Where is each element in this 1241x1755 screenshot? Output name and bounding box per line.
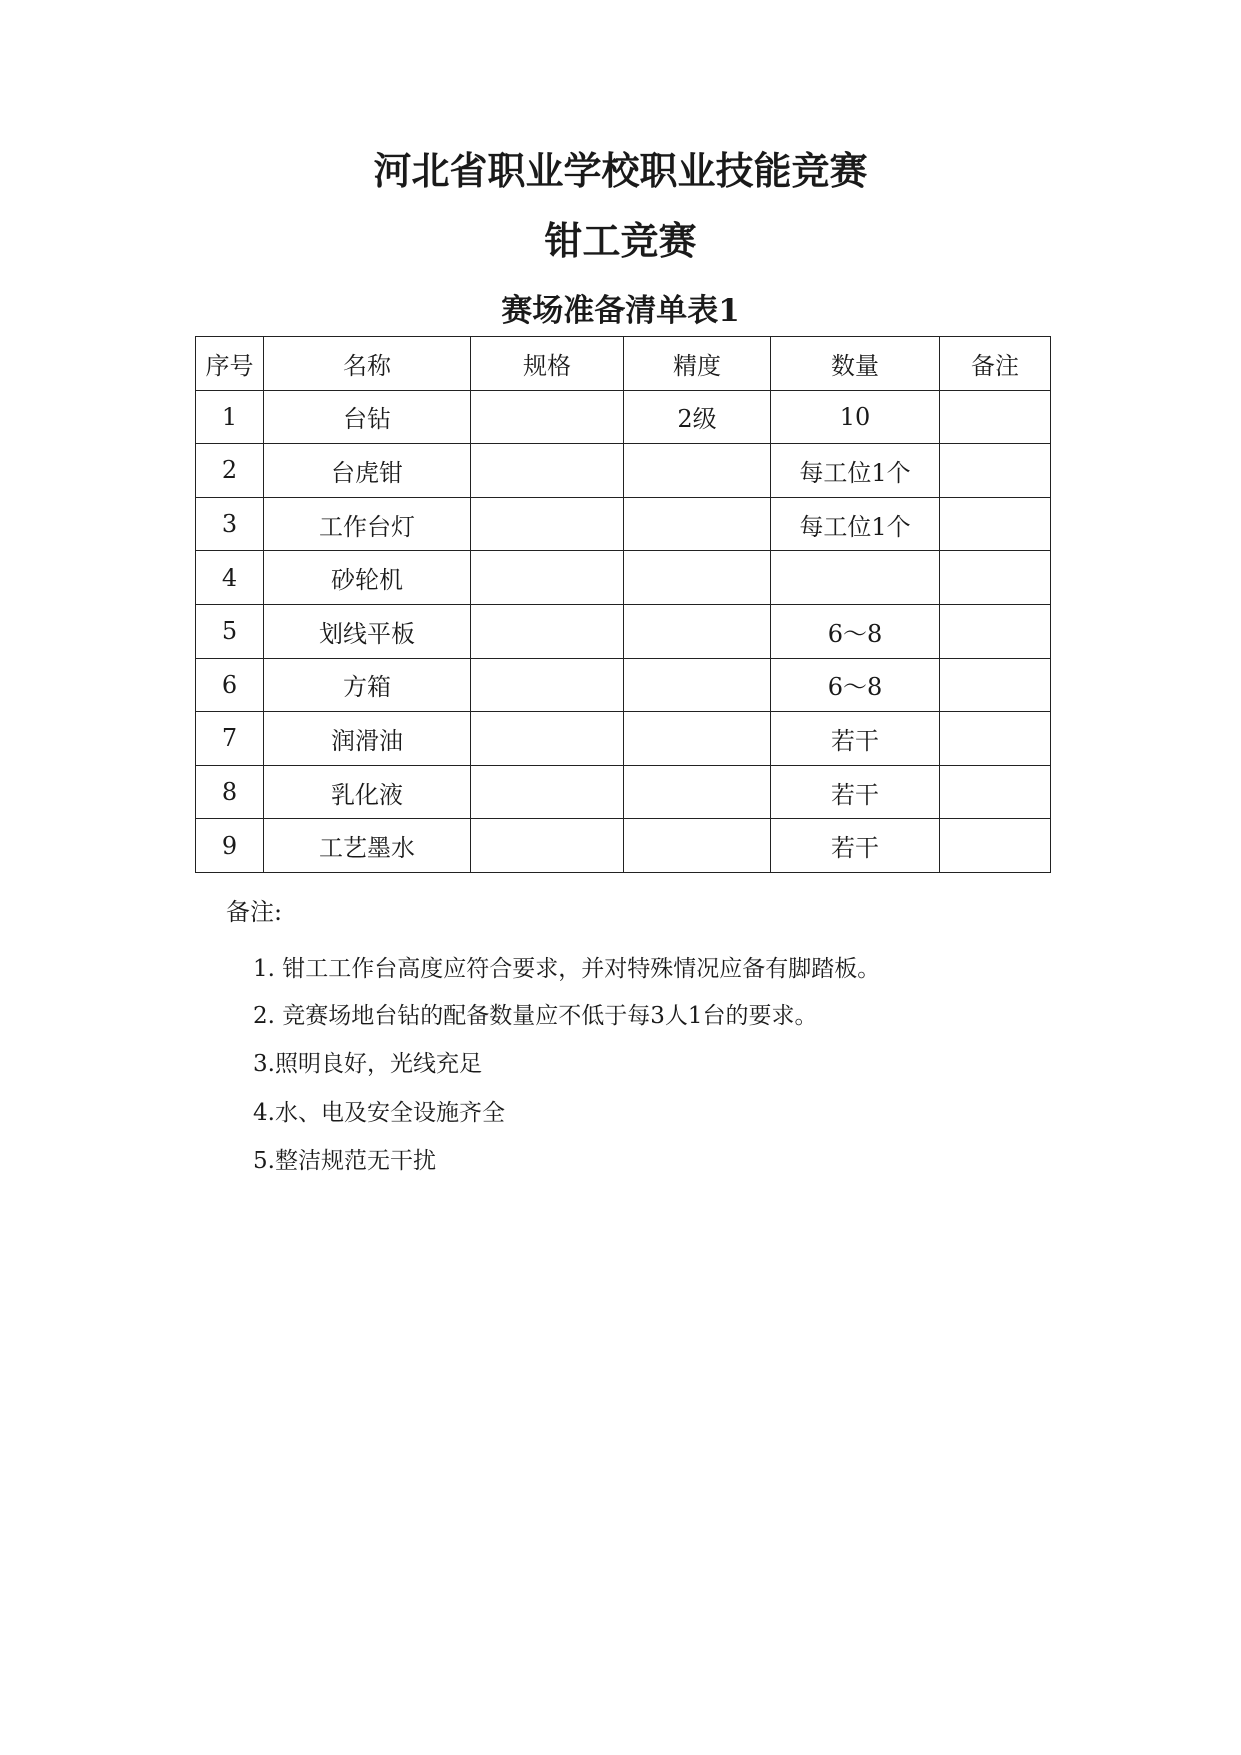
cell-remark bbox=[940, 819, 1051, 873]
cell-remark bbox=[940, 712, 1051, 766]
cell-spec bbox=[471, 551, 624, 605]
table-row bbox=[196, 712, 1051, 766]
cell-quantity: 每工位1个 bbox=[771, 444, 940, 498]
cell-spec bbox=[471, 819, 624, 873]
cell-name: 台虎钳 bbox=[264, 444, 471, 498]
header-name: 名称 bbox=[264, 337, 471, 391]
document-subtitle: 钳工竞赛 bbox=[544, 218, 697, 263]
cell-remark bbox=[940, 497, 1051, 551]
cell-precision bbox=[624, 604, 771, 658]
table-header-row bbox=[196, 337, 1051, 391]
cell-seq: 2 bbox=[196, 444, 264, 498]
cell-name: 工作台灯 bbox=[264, 497, 471, 551]
cell-name: 乳化液 bbox=[264, 765, 471, 819]
cell-spec bbox=[471, 604, 624, 658]
cell-name: 台钻 bbox=[264, 390, 471, 444]
header-seq: 序号 bbox=[196, 337, 264, 391]
cell-remark bbox=[940, 658, 1051, 712]
cell-quantity: 若干 bbox=[771, 765, 940, 819]
cell-quantity: 若干 bbox=[771, 819, 940, 873]
cell-seq: 7 bbox=[196, 712, 264, 766]
note-item: 2. 竞赛场地台钻的配备数量应不低于每3人1台的要求。 bbox=[253, 1003, 818, 1029]
cell-remark bbox=[940, 604, 1051, 658]
document-title: 河北省职业学校职业技能竞赛 bbox=[373, 148, 868, 193]
note-item: 4.水、电及安全设施齐全 bbox=[253, 1100, 505, 1126]
table-row bbox=[196, 765, 1051, 819]
cell-precision bbox=[624, 444, 771, 498]
table-row bbox=[196, 658, 1051, 712]
cell-remark bbox=[940, 551, 1051, 605]
note-item: 3.照明良好，光线充足 bbox=[253, 1051, 482, 1077]
table-title: 赛场准备清单表1 bbox=[501, 293, 740, 329]
cell-remark bbox=[940, 444, 1051, 498]
cell-seq: 6 bbox=[196, 658, 264, 712]
cell-name: 润滑油 bbox=[264, 712, 471, 766]
notes-heading: 备注: bbox=[226, 898, 283, 926]
table-row bbox=[196, 497, 1051, 551]
cell-name: 划线平板 bbox=[264, 604, 471, 658]
table-row bbox=[196, 390, 1051, 444]
table-row bbox=[196, 604, 1051, 658]
cell-precision bbox=[624, 658, 771, 712]
cell-seq: 9 bbox=[196, 819, 264, 873]
cell-spec bbox=[471, 390, 624, 444]
table-row bbox=[196, 444, 1051, 498]
cell-precision bbox=[624, 765, 771, 819]
cell-quantity: 每工位1个 bbox=[771, 497, 940, 551]
cell-seq: 4 bbox=[196, 551, 264, 605]
cell-spec bbox=[471, 658, 624, 712]
cell-precision: 2级 bbox=[624, 390, 771, 444]
cell-spec bbox=[471, 712, 624, 766]
cell-spec bbox=[471, 497, 624, 551]
table-row bbox=[196, 819, 1051, 873]
table-row bbox=[196, 551, 1051, 605]
cell-spec bbox=[471, 444, 624, 498]
cell-quantity: 10 bbox=[771, 390, 940, 444]
cell-precision bbox=[624, 819, 771, 873]
header-precision: 精度 bbox=[624, 337, 771, 391]
cell-quantity bbox=[771, 551, 940, 605]
note-item: 1. 钳工工作台高度应符合要求，并对特殊情况应备有脚踏板。 bbox=[253, 956, 881, 982]
cell-quantity: 若干 bbox=[771, 712, 940, 766]
cell-seq: 3 bbox=[196, 497, 264, 551]
cell-precision bbox=[624, 551, 771, 605]
cell-precision bbox=[624, 497, 771, 551]
cell-quantity: 6～8 bbox=[771, 658, 940, 712]
cell-remark bbox=[940, 765, 1051, 819]
venue-checklist-table bbox=[195, 336, 1051, 873]
note-item: 5.整洁规范无干扰 bbox=[253, 1148, 436, 1174]
cell-name: 方箱 bbox=[264, 658, 471, 712]
header-remark: 备注 bbox=[940, 337, 1051, 391]
cell-remark bbox=[940, 390, 1051, 444]
cell-spec bbox=[471, 765, 624, 819]
header-spec: 规格 bbox=[471, 337, 624, 391]
cell-name: 工艺墨水 bbox=[264, 819, 471, 873]
header-quantity: 数量 bbox=[771, 337, 940, 391]
cell-quantity: 6～8 bbox=[771, 604, 940, 658]
cell-name: 砂轮机 bbox=[264, 551, 471, 605]
cell-seq: 1 bbox=[196, 390, 264, 444]
cell-seq: 5 bbox=[196, 604, 264, 658]
cell-seq: 8 bbox=[196, 765, 264, 819]
cell-precision bbox=[624, 712, 771, 766]
